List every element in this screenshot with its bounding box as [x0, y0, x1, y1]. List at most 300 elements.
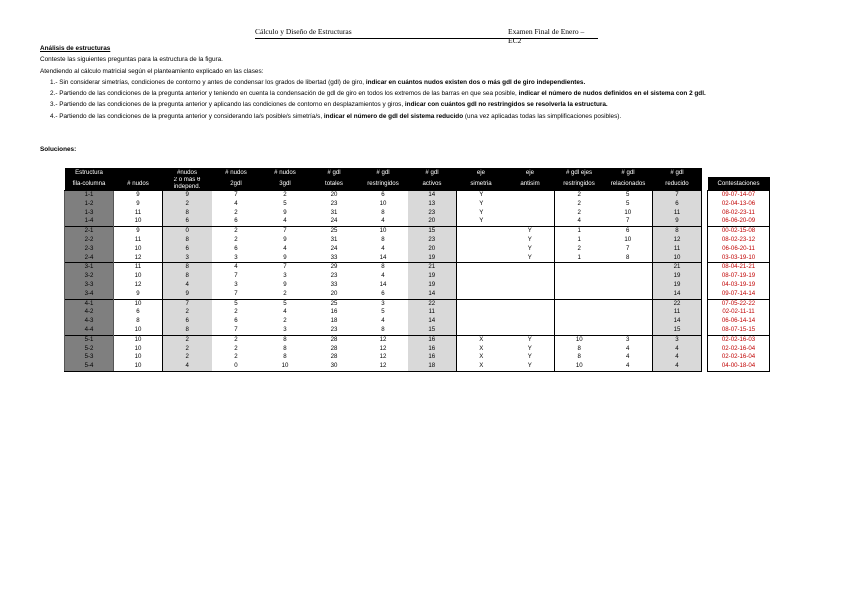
table-cell: 6: [114, 308, 163, 317]
table-row: [65, 254, 770, 263]
table-cell: [457, 299, 506, 308]
table-cell: 16: [330, 308, 338, 316]
table-cell: X: [457, 353, 506, 362]
table-cell: Y: [527, 244, 532, 252]
table-cell: 4: [604, 362, 653, 371]
table-cell: 5: [261, 299, 310, 308]
table-cell: [506, 326, 555, 335]
table-cell: 11: [653, 209, 702, 218]
table-cell: 1: [555, 254, 604, 263]
column-header: # gdl: [359, 168, 408, 177]
table-cell: 2: [234, 308, 238, 316]
table-cell: 20: [330, 191, 338, 198]
answer-cell: 02-02-16-04: [708, 345, 770, 354]
table-row: [65, 290, 770, 299]
table-cell: 4: [653, 345, 702, 354]
table-cell: 7: [163, 299, 212, 308]
table-cell: 3: [234, 280, 238, 288]
table-cell: 8: [283, 344, 287, 352]
column-header: [114, 168, 163, 177]
column-header: #nudos: [163, 168, 212, 177]
structure-id-cell: 1-2: [65, 200, 114, 209]
intro-line-1: Conteste las siguientes preguntas para la estructura de la figura.: [40, 56, 223, 64]
table-cell: Y: [457, 217, 506, 226]
table-cell: 6: [381, 289, 385, 297]
table-cell: [506, 200, 555, 209]
table-cell: 2: [163, 335, 212, 344]
solutions-table: [64, 168, 770, 372]
table-cell: 14: [408, 191, 457, 200]
table-cell: [506, 317, 555, 326]
table-cell: 15: [408, 227, 457, 236]
column-header: [708, 168, 770, 177]
table-cell: 18: [330, 317, 338, 325]
table-cell: 14: [379, 253, 387, 261]
table-cell: 19: [408, 254, 457, 263]
table-cell: 2: [212, 227, 261, 236]
table-cell: 4: [555, 217, 604, 226]
table-cell: 12: [379, 353, 387, 361]
table-header: [65, 168, 770, 191]
column-header: # gdl: [408, 168, 457, 177]
table-cell: [506, 290, 555, 299]
table-cell: [604, 308, 653, 317]
table-cell: 5: [212, 299, 261, 308]
table-cell: 3: [283, 272, 287, 280]
table-cell: 14: [408, 290, 457, 299]
table-cell: 10: [555, 362, 604, 371]
table-cell: 5: [626, 191, 630, 198]
answer-cell: 08-04-21-21: [708, 263, 770, 272]
table-cell: 9: [163, 191, 212, 200]
table-cell: 9: [114, 191, 163, 200]
table-cell: 0: [212, 362, 261, 371]
instructions: [40, 43, 830, 122]
structure-id-cell: 3-4: [65, 290, 114, 299]
table-cell: 5: [283, 199, 287, 207]
column-header: 2 o más θ independ.: [163, 177, 212, 191]
table-cell: 8: [163, 263, 212, 272]
table-cell: [506, 272, 555, 281]
table-cell: 7: [234, 272, 238, 280]
table-cell: 23: [330, 325, 338, 333]
table-cell: 2: [234, 235, 238, 243]
table-cell: 24: [330, 244, 338, 252]
table-cell: 2: [234, 208, 238, 216]
table-cell: [555, 326, 604, 335]
table-cell: [506, 263, 555, 272]
table-cell: 6: [163, 217, 212, 226]
table-cell: 10: [114, 362, 163, 371]
column-header: # gdl: [310, 168, 359, 177]
structure-id-cell: 5-2: [65, 345, 114, 354]
table-cell: [457, 245, 506, 254]
table-row: [65, 299, 770, 308]
answer-cell: 04-03-19-19: [708, 281, 770, 290]
table-cell: [555, 263, 604, 272]
table-cell: 9: [283, 235, 287, 243]
structure-id-cell: 3-2: [65, 272, 114, 281]
table-cell: 9: [114, 200, 163, 209]
table-cell: 9: [283, 208, 287, 216]
column-header: activos: [408, 177, 457, 191]
table-cell: 4: [653, 362, 702, 371]
table-cell: 16: [408, 353, 457, 362]
table-cell: 10: [359, 227, 408, 236]
table-cell: 10: [379, 199, 387, 207]
table-cell: 3: [653, 335, 702, 344]
table-cell: 9: [114, 227, 163, 236]
table-cell: [604, 272, 653, 281]
table-cell: Y: [527, 353, 532, 361]
table-cell: [457, 263, 506, 272]
table-cell: 2: [163, 308, 212, 317]
exam-title: Examen Final de Enero – EC2: [508, 27, 585, 45]
table-row: [65, 263, 770, 272]
table-cell: 29: [310, 263, 359, 272]
table-cell: 30: [310, 362, 359, 371]
structure-id-cell: 4-2: [65, 308, 114, 317]
table-cell: 10: [114, 245, 163, 254]
table-cell: 11: [114, 263, 163, 272]
table-cell: 28: [310, 335, 359, 344]
table-cell: Y: [527, 253, 532, 261]
table-cell: 7: [626, 244, 630, 252]
table-cell: 15: [653, 326, 702, 335]
column-header: 2gdl: [212, 177, 261, 191]
table-row: [65, 362, 770, 371]
table-cell: 10: [114, 326, 163, 335]
table-cell: 2: [555, 245, 604, 254]
table-cell: [604, 263, 653, 272]
table-cell: 2: [555, 209, 604, 218]
column-header: reducido: [653, 177, 702, 191]
answer-cell: 08-07-15-15: [708, 326, 770, 335]
column-header: # gdl: [604, 168, 653, 177]
table-cell: 23: [408, 209, 457, 218]
table-cell: 33: [330, 253, 338, 261]
answer-cell: 02-04-13-06: [708, 200, 770, 209]
answer-cell: 08-02-23-12: [708, 236, 770, 245]
table-row: [65, 191, 770, 200]
table-cell: 7: [261, 227, 310, 236]
column-header: restringidos: [555, 177, 604, 191]
structure-id-cell: 5-1: [65, 335, 114, 344]
table-row: [65, 308, 770, 317]
table-cell: 11: [114, 236, 163, 245]
table-cell: Y: [506, 227, 555, 236]
table-cell: [457, 281, 506, 290]
structure-id-cell: 4-1: [65, 299, 114, 308]
table-cell: [506, 281, 555, 290]
table-cell: 24: [330, 217, 338, 225]
table-cell: 10: [114, 272, 163, 281]
table-row: [65, 272, 770, 281]
table-cell: 4: [283, 308, 287, 316]
table-cell: 9: [114, 290, 163, 299]
table-cell: 14: [653, 317, 702, 326]
table-cell: 19: [408, 281, 457, 290]
table-row: [65, 236, 770, 245]
table-cell: X: [457, 345, 506, 354]
table-cell: 8: [283, 353, 287, 361]
table-cell: X: [457, 362, 506, 371]
table-cell: 4: [163, 281, 212, 290]
table-cell: 16: [408, 335, 457, 344]
table-cell: [457, 317, 506, 326]
table-cell: 12: [114, 254, 163, 263]
header-row-2: [65, 177, 770, 191]
table-cell: 14: [379, 280, 387, 288]
table-cell: [457, 326, 506, 335]
structure-id-cell: 3-3: [65, 281, 114, 290]
table-cell: 2: [234, 344, 238, 352]
table-cell: 8: [653, 227, 702, 236]
column-header: 3gdl: [261, 177, 310, 191]
table-cell: 3: [359, 299, 408, 308]
column-header: totales: [310, 177, 359, 191]
table-cell: 6: [234, 317, 238, 325]
table-row: [65, 335, 770, 344]
column-header: eje: [457, 168, 506, 177]
table-cell: 33: [330, 280, 338, 288]
table-cell: 23: [408, 236, 457, 245]
table-cell: 4: [283, 244, 287, 252]
question-4: 4.- Partiendo de las condiciones de la pregunta anterior y considerando la/s posible/s simetría/s, indicar el número de gdl del sistema reducido (una vez aplicadas todas las simplificaciones posibles).: [50, 112, 622, 120]
table-cell: 28: [330, 344, 338, 352]
column-header: # nudos: [261, 168, 310, 177]
table-cell: 10: [114, 335, 163, 344]
answer-cell: 02-02-16-03: [708, 335, 770, 344]
table-cell: 6: [163, 317, 212, 326]
table-cell: 20: [330, 289, 338, 297]
table-cell: 7: [626, 217, 630, 225]
structure-id-cell: 5-4: [65, 362, 114, 371]
table-cell: 12: [359, 335, 408, 344]
table-cell: Y: [457, 191, 506, 200]
table-cell: 15: [408, 326, 457, 335]
table-cell: 12: [653, 236, 702, 245]
table-cell: 3: [234, 253, 238, 261]
table-row: [65, 227, 770, 236]
table-cell: 4: [283, 217, 287, 225]
column-header: eje: [506, 168, 555, 177]
table-cell: 5: [381, 308, 385, 316]
column-header: # nudos: [212, 168, 261, 177]
structure-id-cell: 4-4: [65, 326, 114, 335]
structure-id-cell: 5-3: [65, 353, 114, 362]
table-cell: 1: [555, 236, 604, 245]
table-cell: 10: [114, 353, 163, 362]
table-cell: 13: [408, 200, 457, 209]
table-cell: 9: [163, 290, 212, 299]
structure-id-cell: 2-2: [65, 236, 114, 245]
structure-id-cell: 1-3: [65, 209, 114, 218]
table-cell: 4: [212, 263, 261, 272]
question-2: 2.- Partiendo de las condiciones de la pregunta anterior y teniendo en cuenta la condensación de gdl de giro en todos los extremos de las barras en que sea posible, indicar el número de nudos definidos en el sistema con 2 gdl.: [50, 90, 706, 98]
answer-cell: 06-06-20-09: [708, 217, 770, 226]
table-cell: 2: [555, 191, 604, 200]
table-cell: 11: [653, 308, 702, 317]
table-cell: 2: [234, 353, 238, 361]
column-header: Estructura: [65, 168, 114, 177]
table-cell: [457, 308, 506, 317]
answer-cell: 03-03-19-10: [708, 254, 770, 263]
table-cell: 5: [626, 199, 630, 207]
table-cell: 6: [604, 227, 653, 236]
structure-id-cell: 3-1: [65, 263, 114, 272]
table-cell: [604, 281, 653, 290]
table-cell: 4: [381, 244, 385, 252]
table-cell: 3: [163, 254, 212, 263]
table-cell: 23: [330, 199, 338, 207]
table-cell: Y: [506, 362, 555, 371]
table-cell: [555, 317, 604, 326]
answer-cell: 00-02-15-08: [708, 227, 770, 236]
column-header: # nudos: [114, 177, 163, 191]
table-cell: 16: [408, 345, 457, 354]
answer-cell: 02-02-16-04: [708, 353, 770, 362]
table-cell: 10: [114, 217, 163, 226]
table-cell: 8: [163, 236, 212, 245]
table-cell: 2: [212, 335, 261, 344]
structure-id-cell: 1-4: [65, 217, 114, 226]
table-cell: 4: [381, 272, 385, 280]
column-header: Contestaciones: [708, 177, 770, 191]
table-cell: [555, 272, 604, 281]
column-header: # gdl ejes: [555, 168, 604, 177]
table-cell: 6: [163, 245, 212, 254]
table-cell: 20: [408, 245, 457, 254]
table-cell: 25: [310, 227, 359, 236]
table-cell: 11: [408, 308, 457, 317]
question-1: 1.- Sin considerar simetrías, condiciones de contorno y antes de condensar los grados de libertad (gdl) de giro, indicar en cuántos nudos existen dos o más gdl de giro independientes.: [50, 78, 586, 86]
table-cell: 2: [163, 345, 212, 354]
table-cell: 9: [653, 217, 702, 226]
table-cell: 8: [626, 253, 630, 261]
table-cell: 4: [234, 199, 238, 207]
table-cell: 21: [408, 263, 457, 272]
answer-cell: 04-00-18-04: [708, 362, 770, 371]
table-cell: 4: [653, 353, 702, 362]
table-cell: 8: [555, 353, 604, 362]
column-header: restringidos: [359, 177, 408, 191]
section-title: Análisis de estructuras: [40, 45, 111, 52]
table-cell: 23: [330, 272, 338, 280]
table-cell: 8: [381, 208, 385, 216]
table-cell: 19: [653, 281, 702, 290]
table-cell: 8: [163, 209, 212, 218]
table-row: [65, 345, 770, 354]
table-cell: 14: [653, 290, 702, 299]
column-header: relacionados: [604, 177, 653, 191]
table-cell: 8: [381, 325, 385, 333]
column-header: antisim: [506, 177, 555, 191]
structure-id-cell: 2-3: [65, 245, 114, 254]
column-header: # gdl: [653, 168, 702, 177]
table-cell: 25: [310, 299, 359, 308]
table-cell: 3: [604, 335, 653, 344]
table-cell: 2: [163, 353, 212, 362]
table-cell: Y: [457, 209, 506, 218]
table-cell: Y: [506, 335, 555, 344]
table-cell: [555, 281, 604, 290]
answer-cell: 06-06-14-14: [708, 317, 770, 326]
table-cell: 10: [114, 299, 163, 308]
table-cell: 31: [330, 208, 338, 216]
table-cell: 7: [261, 263, 310, 272]
course-title: Cálculo y Diseño de Estructuras: [255, 27, 352, 36]
table-cell: 2: [283, 317, 287, 325]
table-cell: [506, 299, 555, 308]
table-cell: 8: [555, 345, 604, 354]
table-row: [65, 209, 770, 218]
structure-id-cell: 2-4: [65, 254, 114, 263]
table-cell: 2: [283, 191, 287, 198]
table-cell: 9: [283, 253, 287, 261]
table-row: [65, 200, 770, 209]
table-cell: [457, 272, 506, 281]
table-cell: [457, 254, 506, 263]
table-row: [65, 217, 770, 226]
table-cell: 4: [626, 344, 630, 352]
table-cell: 10: [261, 362, 310, 371]
table-cell: 3: [283, 325, 287, 333]
table-cell: 14: [408, 317, 457, 326]
table-cell: 8: [359, 263, 408, 272]
table-cell: 7: [234, 289, 238, 297]
table-cell: 12: [114, 281, 163, 290]
table-cell: [506, 217, 555, 226]
table-row: [65, 317, 770, 326]
column-header: simetria: [457, 177, 506, 191]
table-cell: 8: [163, 326, 212, 335]
table-cell: 12: [379, 344, 387, 352]
table-cell: 19: [408, 272, 457, 281]
table-cell: Y: [527, 235, 532, 243]
answer-cell: 06-06-20-11: [708, 245, 770, 254]
table-cell: 10: [653, 254, 702, 263]
table-body: [65, 191, 770, 372]
table-cell: 11: [653, 245, 702, 254]
table-row: [65, 245, 770, 254]
table-cell: 7: [234, 191, 238, 198]
table-cell: 9: [283, 280, 287, 288]
answer-cell: 08-02-23-11: [708, 209, 770, 218]
table-cell: 31: [330, 235, 338, 243]
table-cell: 11: [114, 209, 163, 218]
table-cell: [457, 227, 506, 236]
table-cell: X: [457, 335, 506, 344]
answer-cell: 02-02-11-11: [708, 308, 770, 317]
table-cell: 20: [408, 217, 457, 226]
table-cell: 2: [555, 200, 604, 209]
table-cell: 10: [555, 335, 604, 344]
table-cell: 28: [330, 353, 338, 361]
table-cell: 19: [653, 272, 702, 281]
table-cell: [555, 308, 604, 317]
table-cell: 4: [381, 317, 385, 325]
table-cell: 8: [114, 317, 163, 326]
table-cell: 6: [234, 244, 238, 252]
table-cell: 8: [163, 272, 212, 281]
answer-cell: 09-07-14-14: [708, 290, 770, 299]
table-cell: 6: [381, 191, 385, 198]
intro-line-2: Atendiendo al cálculo matricial según el planteamiento explicado en las clases:: [40, 67, 264, 75]
table-cell: [555, 290, 604, 299]
table-cell: 10: [114, 345, 163, 354]
table-cell: 4: [626, 353, 630, 361]
